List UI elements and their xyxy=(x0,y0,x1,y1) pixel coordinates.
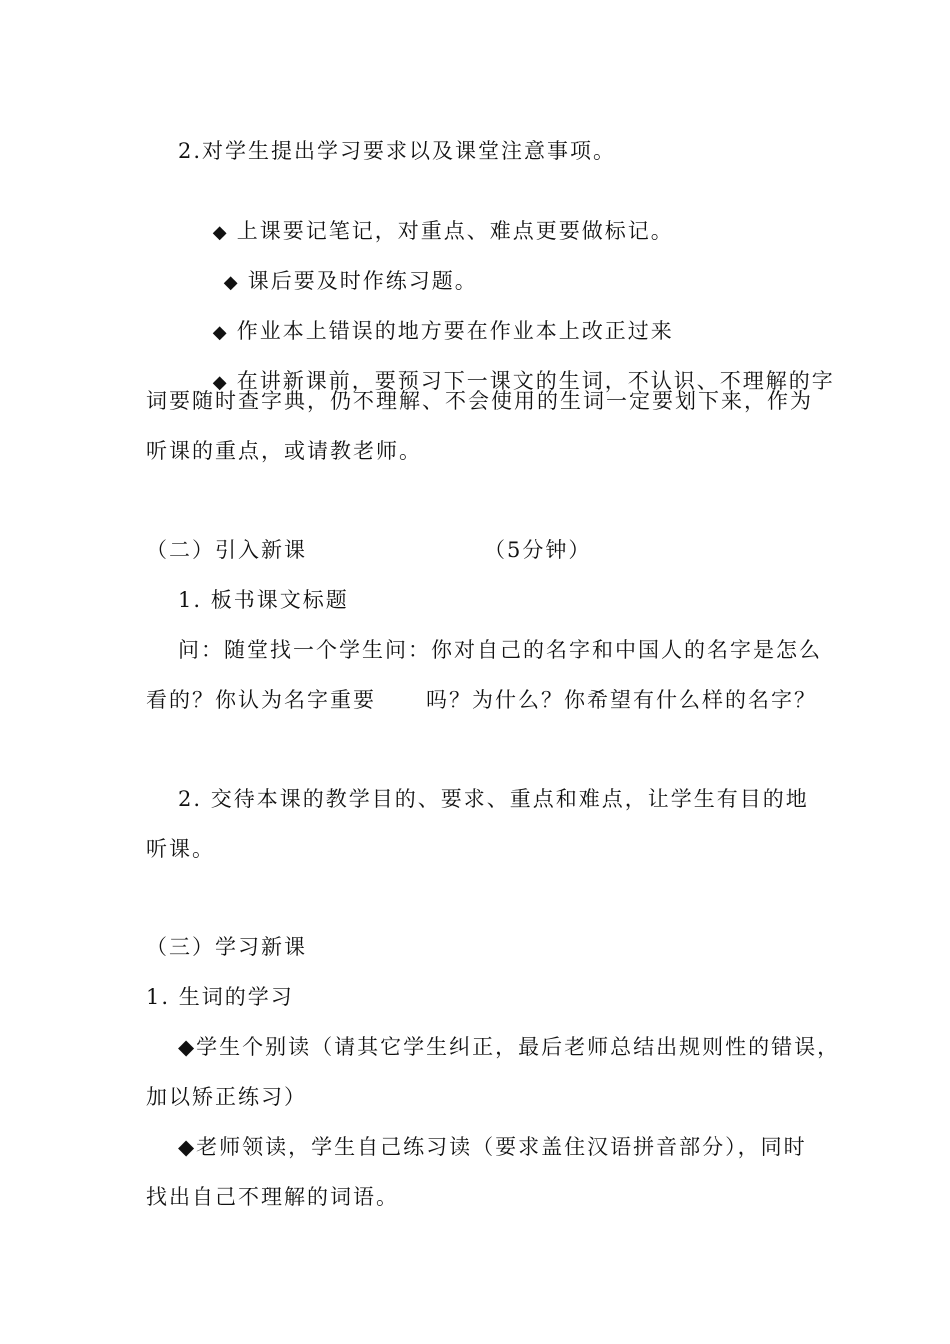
requirements-item-2: 2.对学生提出学习要求以及课堂注意事项。 xyxy=(178,139,617,163)
section-2-item-2-line-1: 2. 交待本课的教学目的、要求、重点和难点，让学生有目的地 xyxy=(178,787,809,811)
section-2-duration: （5分钟） xyxy=(484,538,592,562)
diamond-bullet-icon: ◆ xyxy=(212,222,229,243)
bullet-preview-line-2: 词要随时查字典，仍不理解、不会使用的生词一定要划下来，作为 xyxy=(146,389,813,413)
section-3-bullet-1-line-2: 加以矫正练习） xyxy=(146,1085,307,1109)
diamond-bullet-icon: ◆ xyxy=(212,322,229,343)
question-line-1: 问：随堂找一个学生问：你对自己的名字和中国人的名字是怎么 xyxy=(178,638,822,662)
bullet-correct-errors: ◆ 作业本上错误的地方要在作业本上改正过来 xyxy=(178,286,674,378)
diamond-bullet-icon: ◆ xyxy=(212,372,229,393)
bullet-preview-line-1: ◆ 在讲新课前，要预习下一课文的生词，不认识、不理解的字 xyxy=(178,336,835,428)
section-3-heading: （三）学习新课 xyxy=(146,935,307,959)
section-3-bullet-1-line-1: ◆学生个别读（请其它学生纠正，最后老师总结出规则性的错误， xyxy=(178,1035,841,1059)
section-3-bullet-2-line-2: 找出自己不理解的词语。 xyxy=(146,1185,399,1209)
section-2-heading: （二）引入新课 xyxy=(146,538,307,562)
section-3-item-1: 1. 生词的学习 xyxy=(146,985,294,1009)
diamond-bullet-icon: ◆ xyxy=(223,272,240,293)
section-2-item-1: 1. 板书课文标题 xyxy=(178,588,349,612)
bullet-preview-line-3: 听课的重点，或请教老师。 xyxy=(146,439,422,463)
bullet-take-notes: ◆ 上课要记笔记，对重点、难点更要做标记。 xyxy=(178,186,674,278)
section-2-item-2-line-2: 听课。 xyxy=(146,837,215,861)
question-line-2: 看的？你认为名字重要 吗？为什么？你希望有什么样的名字？ xyxy=(146,688,817,712)
bullet-homework: ◆ 课后要及时作练习题。 xyxy=(189,236,478,328)
section-3-bullet-2-line-1: ◆老师领读，学生自己练习读（要求盖住汉语拼音部分），同时 xyxy=(178,1135,807,1159)
